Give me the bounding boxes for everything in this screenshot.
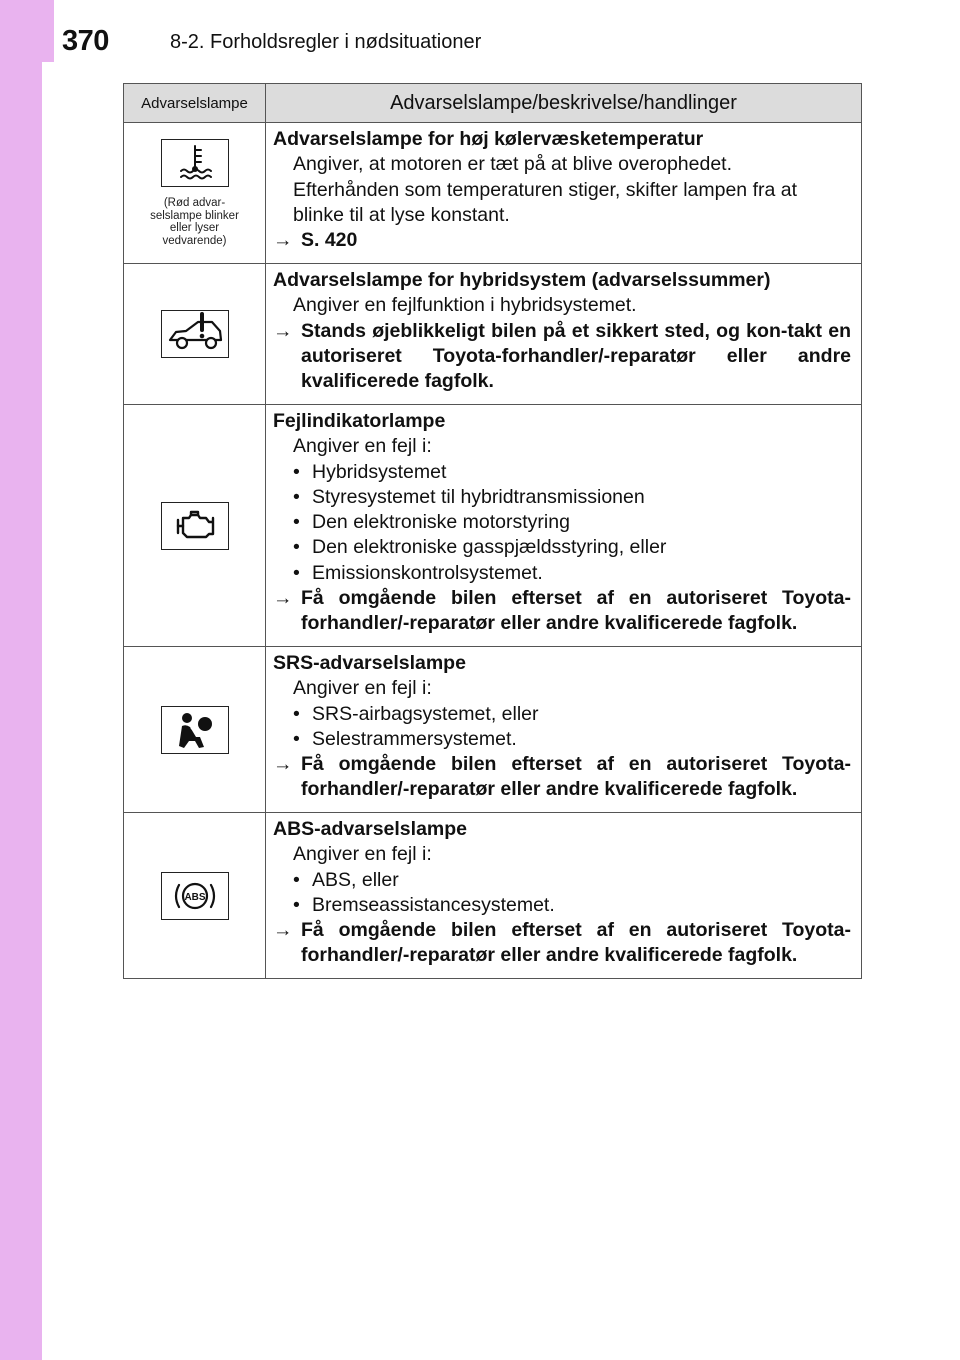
action-text: Få omgående bilen efterset af en autoriseret Toyota-forhandler/-reparatør eller andre kvalificerede fagfolk. [301, 587, 851, 635]
description-line: Angiver en fejl i: [293, 843, 432, 866]
check-engine-icon [161, 502, 229, 550]
description-cell [266, 647, 862, 813]
bullet-item: • SRS-airbagsystemet, eller [273, 702, 851, 727]
action-line [273, 918, 851, 969]
table-row [124, 647, 862, 813]
action-line [273, 752, 851, 803]
warning-lamp-table [123, 83, 862, 979]
lamp-title: Fejlindikatorlampe [273, 410, 446, 432]
hybrid-system-warning-icon [161, 310, 229, 358]
action-text: Stands øjeblikkeligt bilen på et sikkert sted, og kon-takt en autoriseret Toyota-forhandler/-reparatør eller andre kvalificerede fagfolk. [301, 319, 851, 393]
icon-note-line: selslampe blinker [150, 209, 239, 222]
icon-note [124, 197, 265, 247]
header-lamp: Advarselslampe [124, 84, 266, 123]
srs-airbag-icon [161, 706, 229, 754]
lamp-title: Advarselslampe for høj kølervæsketemperatur [273, 128, 704, 150]
arrow-icon: → [273, 319, 293, 342]
page-number: 370 [62, 25, 109, 57]
icon-note-line: eller lyser [169, 222, 220, 234]
table-row [124, 123, 862, 264]
bullet-item: • Hybridsystemet [273, 460, 851, 485]
bullet-item: • ABS, eller [273, 868, 851, 893]
bullet-item: • Selestrammersystemet. [273, 727, 851, 752]
action-line [273, 586, 851, 637]
description-line: Angiver, at motoren er tæt på at blive overophedet. [293, 153, 733, 176]
bullet-item: • Den elektroniske gasspjældsstyring, eller [273, 535, 851, 560]
arrow-icon: → [273, 587, 293, 610]
icon-cell [124, 813, 266, 979]
icon-note-line: vedvarende) [162, 234, 227, 247]
icon-note-line: (Rød advar- [163, 197, 226, 209]
table-row [124, 813, 862, 979]
icon-cell [124, 647, 266, 813]
table-row [124, 264, 862, 405]
description-cell [266, 813, 862, 979]
bullet-item: • Den elektroniske motorstyring [273, 510, 851, 535]
description-line: Efterhånden som temperaturen stiger, skifter lampen fra at blinke til at lyse konstant. [293, 178, 798, 226]
description-line: Angiver en fejl i: [293, 435, 432, 458]
header-description: Advarselslampe/beskrivelse/handlinger [266, 84, 862, 123]
icon-cell [124, 264, 266, 405]
bullet-item: • Bremseassistancesystemet. [273, 893, 851, 918]
bullet-item: • Emissionskontrolsystemet. [273, 561, 851, 586]
table-row [124, 405, 862, 647]
arrow-icon: → [273, 229, 293, 252]
coolant-temperature-icon [161, 139, 229, 187]
action-line [273, 319, 851, 395]
lamp-title: ABS-advarselslampe [273, 818, 468, 840]
description-line: Angiver en fejl i: [293, 677, 432, 700]
table-header-row [124, 84, 862, 123]
description-line: Angiver en fejlfunktion i hybridsystemet. [293, 294, 637, 317]
side-color-bar [0, 0, 42, 1360]
arrow-icon: → [273, 919, 293, 942]
lamp-title: Advarselslampe for hybridsystem (advarselssummer) [273, 269, 771, 291]
description-cell [266, 405, 862, 647]
action-text: Få omgående bilen efterset af en autoriseret Toyota-forhandler/-reparatør eller andre kvalificerede fagfolk. [301, 753, 851, 801]
arrow-icon: → [273, 753, 293, 776]
icon-cell [124, 123, 266, 264]
description-cell [266, 264, 862, 405]
description-cell [266, 123, 862, 264]
lamp-title: SRS-advarselslampe [273, 652, 466, 674]
bullet-item: • Styresystemet til hybridtransmissionen [273, 485, 851, 510]
action-text: Få omgående bilen efterset af en autoriseret Toyota-forhandler/-reparatør eller andre kvalificerede fagfolk. [301, 919, 851, 967]
section-title: 8-2. Forholdsregler i nødsituationer [170, 31, 482, 53]
abs-icon-label: ABS [183, 891, 206, 903]
abs-warning-icon [161, 872, 229, 920]
page-reference-link[interactable]: S. 420 [301, 229, 358, 252]
icon-cell [124, 405, 266, 647]
action-line [273, 228, 851, 253]
